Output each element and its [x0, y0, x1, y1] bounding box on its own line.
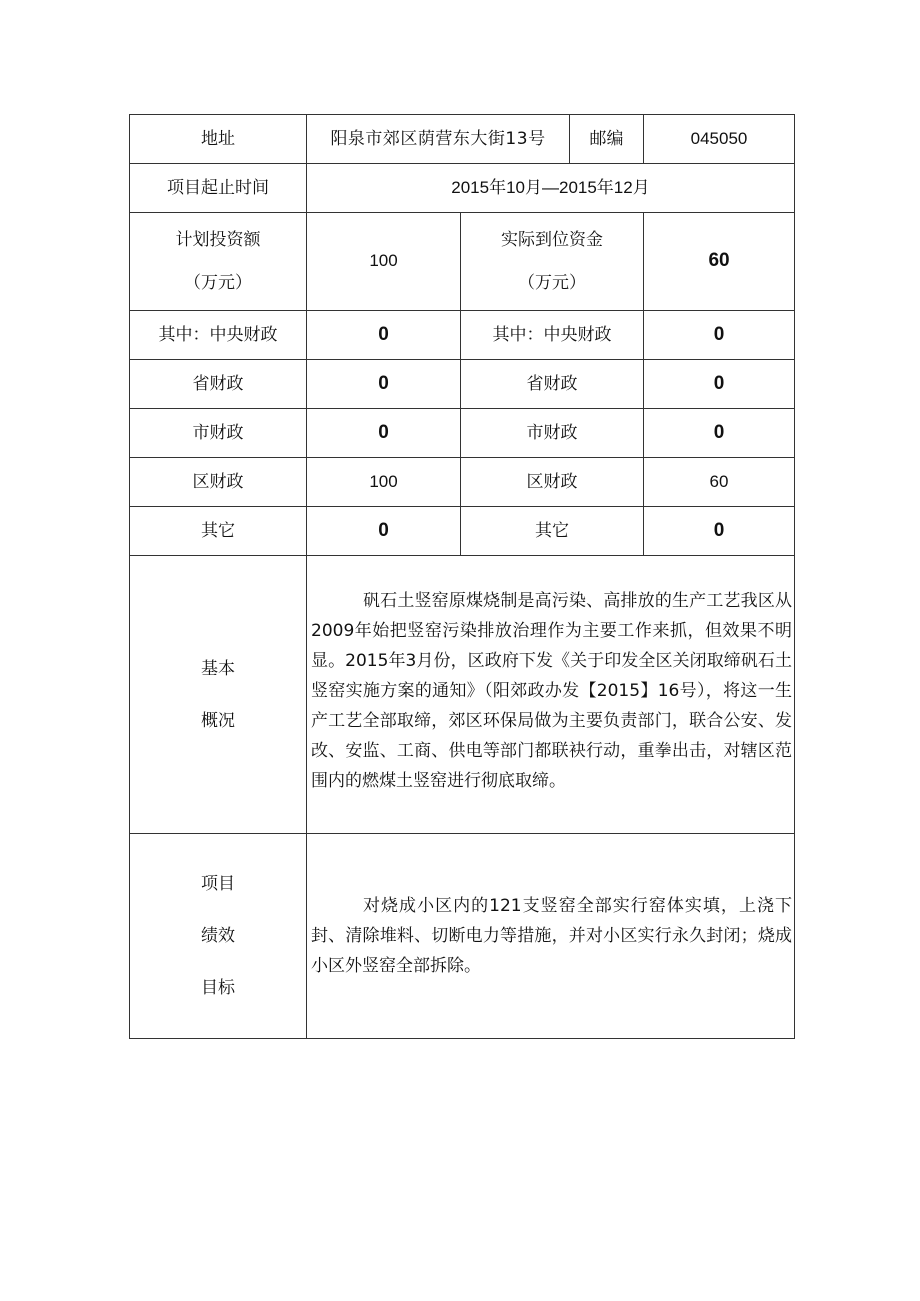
- actual-label-line-2: （万元）: [518, 273, 586, 293]
- address-value: 阳泉市郊区荫营东大街13号: [307, 115, 570, 164]
- target-label: [130, 834, 307, 1039]
- district-finance-row: [130, 458, 795, 507]
- other-finance-row: [130, 507, 795, 556]
- planned-other-value: 0: [307, 507, 461, 556]
- overview-label-line-1: 基本: [201, 658, 235, 679]
- overview-text: 矾石土竖窑原煤烧制是高污染、高排放的生产工艺我区从2009年始把竖窑污染排放治理作为主要工作来抓，但效果不明显。2015年3月份，区政府下发《关于印发全区关闭取缔矾石土竖窑实施方案的通知》（阳郊政办发【2015】16号），将这一生产工艺全部取缔，郊区环保局做为主要负责部门，联合公安、发改、安监、工商、供电等部门都联袂行动，重拳出击，对辖区范围内的燃煤土竖窑进行彻底取缔。: [311, 591, 793, 791]
- overview-row: [130, 556, 795, 834]
- province-finance-row: [130, 360, 795, 409]
- central-finance-row: [130, 311, 795, 360]
- actual-district-label: 区财政: [461, 458, 644, 507]
- actual-label-line-1: 实际到位资金: [501, 229, 603, 250]
- actual-province-value: 0: [644, 360, 795, 409]
- period-row: [130, 164, 795, 213]
- investment-row: [130, 213, 795, 311]
- city-finance-row: [130, 409, 795, 458]
- postcode-value: 045050: [644, 115, 795, 164]
- overview-content: [307, 556, 795, 834]
- actual-central-label: 其中：中央财政: [461, 311, 644, 360]
- target-content: [307, 834, 795, 1039]
- planned-label-line-1: 计划投资额: [175, 229, 261, 250]
- actual-province-label: 省财政: [461, 360, 644, 409]
- actual-city-label: 市财政: [461, 409, 644, 458]
- planned-investment-value: 100: [307, 213, 461, 311]
- planned-province-label: 省财政: [130, 360, 307, 409]
- overview-label: [130, 556, 307, 834]
- planned-central-label: 其中：中央财政: [130, 311, 307, 360]
- target-label-line-2: 绩效: [201, 926, 235, 946]
- target-label-line-3: 目标: [201, 978, 235, 998]
- actual-other-label: 其它: [461, 507, 644, 556]
- planned-central-value: 0: [307, 311, 461, 360]
- target-text: 对烧成小区内的121支竖窑全部实行窑体实填，上浇下封、清除堆料、切断电力等措施，并对小区实行永久封闭；烧成小区外竖窑全部拆除。: [311, 896, 793, 976]
- actual-district-value: 60: [644, 458, 795, 507]
- planned-other-label: 其它: [130, 507, 307, 556]
- overview-label-line-2: 概况: [201, 710, 235, 731]
- postcode-label: 邮编: [570, 115, 644, 164]
- planned-investment-label: [130, 213, 307, 311]
- address-label: 地址: [130, 115, 307, 164]
- planned-province-value: 0: [307, 360, 461, 409]
- period-value: 2015年10月—2015年12月: [307, 164, 795, 213]
- period-label: 项目起止时间: [130, 164, 307, 213]
- address-row: [130, 115, 795, 164]
- actual-funds-value: 60: [644, 213, 795, 311]
- actual-funds-label: [461, 213, 644, 311]
- planned-city-value: 0: [307, 409, 461, 458]
- actual-city-value: 0: [644, 409, 795, 458]
- planned-district-value: 100: [307, 458, 461, 507]
- project-info-table: [129, 114, 795, 1039]
- actual-central-value: 0: [644, 311, 795, 360]
- planned-label-line-2: （万元）: [184, 273, 252, 293]
- actual-other-value: 0: [644, 507, 795, 556]
- planned-district-label: 区财政: [130, 458, 307, 507]
- planned-city-label: 市财政: [130, 409, 307, 458]
- target-label-line-1: 项目: [201, 874, 235, 894]
- target-row: [130, 834, 795, 1039]
